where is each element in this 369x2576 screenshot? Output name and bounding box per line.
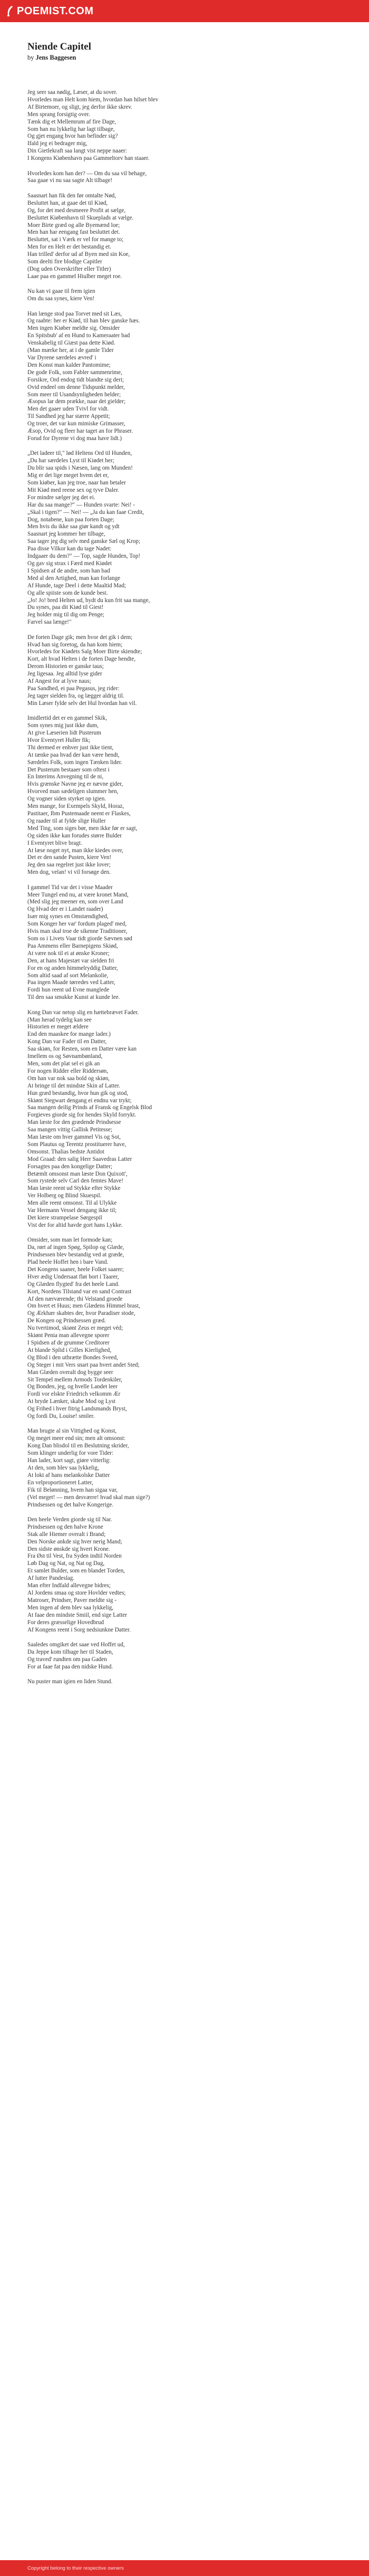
poem-line: Men hvis du ikke saa giør kandt og ydt [27,523,120,530]
poem-line: Sit Tempel mellem Armods Tordenkiler, [27,1376,122,1383]
poem-line: Da Jeppe kom tilbage her til Staden, [27,1648,113,1655]
poem-line: (Dog uden Overskrifter eller Titler) [27,265,111,272]
poem-line: Af den nærværende; thi Velstand groede [27,1295,123,1302]
poem-line: At give Læserien lidt Pusterum [27,730,101,736]
poem-line: Den sidste ønskde sig hvert Krone. [27,1545,110,1552]
poem-line: Som rystede selv Carl den femtes Mave! [27,1178,124,1185]
poem-line: Mig er det lige meget hvem det er, [27,472,109,479]
poem-line: Du blir saa spids i Næsen, lang om Munden! [27,465,133,472]
stanza [27,1516,344,1634]
poem-line: For at faae fat paa den nidske Hund. [27,1663,113,1670]
poem-line: At bringe til det mindste Skin af Latter. [27,1082,120,1089]
poem-line: Kong Dan var netop slig en hættebrævet Fader. [27,1009,139,1016]
poem-line: „Skal i tigen?" — Nei! — „Ja du kan faae Credit, [27,509,144,516]
poem-line: Den heele Verden giorde sig til Nar. [27,1516,112,1523]
poem-line: Æsop, Ovid og fleer har taget an for Phraser. [27,428,133,435]
poem-line: Hvorved man sædeligen slummer hen, [27,788,119,795]
poem-line: Da, rørt af ingen Spøg, Spilop og Glæde, [27,1244,124,1251]
stanza [27,1428,344,1509]
poem-line: Fik til Belønning, hvem han sigaa var, [27,1486,118,1493]
poem-line: Af Kongens reent i Sorg nedsiunkne Datter. [27,1626,131,1633]
poem-line: I Spidsen af de andre, som han bad [27,567,110,574]
poem-line: Og Hvad der er i Landet raader) [27,906,103,913]
poem-line: At tænke paa hvad der kan være hendt, [27,751,120,758]
poem-line: Et samlet Bulder, som en blandet Torden, [27,1568,125,1575]
poem-line: Men alle reent omsonst. Til al Ulykke [27,1200,117,1207]
poem-line: Men dog, velan! vi vil forsøge den. [27,869,111,876]
poem-line: Jeg holder mig til dig om Penge; [27,612,105,618]
poem-line: Thi dermed er enhver just ikke tient, [27,744,114,751]
poem-line: „Det ladeer til," lød Heltens Ord til Hunden, [27,450,132,457]
stanza [27,1642,344,1671]
poem-line: En Spitsbub' af en Hund to Kameraater bad [27,332,130,339]
poem-line: Det Kongens saaner, heele Folket saarer; [27,1266,124,1273]
poem-line: Nu kan vi gaae til frem igien [27,288,95,295]
poem-line: Laae paa en gammel Hiulber meget roe. [27,273,122,280]
poem-line: Din Gietlekraft saa langt vist neppe naaer: [27,148,127,155]
poem-line: Saa mangen deilig Prinds af Fransk og Engelsk Blod [27,1104,152,1111]
stanza [27,634,344,708]
poem-line: Ovid endeel om denne Tidspunkt melder, [27,384,125,390]
poem-line: Omsider, som man let formode kan; [27,1237,113,1244]
poem-line: Og Blod i den uthrætte Bondes Sveed, [27,1354,118,1361]
poem-line: Det kiere strampelase Sørgespil [27,1215,102,1221]
poem-line: End den maaskee for mange lader.) [27,1031,111,1038]
poem-line: Nu tvertimod, skiønt Zeus er meget véd; [27,1325,123,1332]
poem-line: Og traved' rundten om paa Gaden [27,1656,107,1663]
poem-line: Pastitaer, Ibm Pustemaade neent er Flaskes, [27,810,131,817]
poem-line: Og troer, det var kun mimiske Grimasser, [27,421,125,427]
poem-line: Og Frihed i hver fitrig Landsmands Bryst, [27,1406,127,1413]
top-bar [0,0,369,22]
poem-line: Paa Ammens eller Barnepigens Skiød, [27,942,118,949]
poem-line: Og fordi Du, Louise! smiler. [27,1413,95,1420]
poem-line: Plad heele Hoffet hen i bare Vand. [27,1259,109,1266]
poem-line: I Eventyret blive bragt. [27,839,82,846]
poem-line: Som altid saad af sort Melankolie, [27,972,109,979]
poem-line: Imidlertid det er en gammel Skik, [27,715,107,722]
poem-line: Den Norske ankde sig hver nerig Mand; [27,1538,122,1545]
poem-line: Prindsessen blev bestandig ved at græde, [27,1252,124,1258]
poem-line: Man læste reent ud Stykke efter Stykke [27,1185,121,1192]
poem-line: Han trilled' derfor ud af Byen med sin Koe, [27,251,130,258]
poem-line: Og raabte: her er Kiød, til han blev ganske hæs. [27,318,140,325]
logo-text: POEMIST.COM [17,5,94,17]
poem-line: Fra Øst til Vest, fra Syden indtil Norden [27,1553,122,1560]
site-logo[interactable] [6,5,94,17]
poem-line: Var Hermann Vessel dengang ikke til; [27,1207,117,1214]
poem-line: Dog, notabene, kun paa forten Dage; [27,516,114,523]
poem-line: Du synes, paa dit Kiød til Giest! [27,604,104,611]
poem-line: Men for en Helt er det bestandig et. [27,244,112,251]
poem-line: De forten Dage gik; men hvor det gik i dem; [27,634,133,641]
poem-line: Men det gaaer uden Tvivl for vidt. [27,406,109,413]
poem-line: Forsikre, Ord endog tidt blandte sig deri; [27,376,124,383]
poem-line: Til Sandhed jeg har stærre Appetit; [27,413,110,420]
poem-line: Hvad han sig foretog, da han kom hiem; [27,641,123,648]
poem-line: Indgaaer du dem?" — Top, sagde Hunden, Top! [27,553,141,560]
poem-line: Og siden ikke kan forudes større Bulder [27,832,122,839]
poem-line: Som kiøber, kan jeg troe, naar han betaler [27,480,126,486]
poem-line: Men ingen af dem blev saa lykkelig, [27,1604,114,1611]
poem-line: Som han nu lykkelig har lagt tilbage, [27,126,115,132]
poem-line: Den, at hans Majestæt var sielden fri [27,957,114,964]
poem-line: Han længe stod paa Torvet med sit Læs, [27,310,122,317]
poem-line: Kort, Nordens Tilstand var en sand Contrast [27,1288,132,1295]
poem-line: Æsopus lar dem prække, naar det gielder; [27,398,126,405]
poem-line: Med Ting, som siges bør, men ikke før er sagt, [27,825,138,832]
poem-line: Skiønt Siegwart dengang ei endnu var trykt; [27,1097,132,1104]
poem-title: Niende Capitel [27,41,91,52]
poem-line: Derom Historien er ganske taus; [27,663,104,670]
poem-line: Som Plautus og Terentz prostituerer have, [27,1141,127,1148]
poem-line: Man læste om hver gammel Vis og Sot, [27,1134,121,1141]
poem-line: At lokt af hans melankolske Datter [27,1472,110,1478]
poem-line: Hvis man skal troe de sikenne Traditioner, [27,928,128,935]
stanza [27,450,344,626]
poem-line: Hun græd bestandig, hvor hun gik og stod, [27,1090,129,1096]
poem-line: Paa disse Vilkor kan du tage Nadet: [27,546,112,552]
poem-line: Jeg tager sielden fra, og lægger aldrig til. [27,692,124,699]
poem-line: Som deelti fire blodige Capitler [27,259,102,265]
stanza [27,89,344,163]
poem-line: Som os i Livets Vaar tidt giorde Sævnen sød [27,935,132,942]
poem-line: Som klinger underlig for vore Tider: [27,1450,114,1457]
poem-line: De Kongen og Prindsessen græd. [27,1318,106,1324]
poem-line: At den, som blev saa lykkelig, [27,1465,99,1471]
poem-line: Og gjet engang hvor han befinder sig? [27,133,118,140]
poem-line: Fordi hun reent ud Evne manglede [27,987,110,994]
stanza [27,1678,344,1686]
poem-line: Mit Kiød med reene sex og tyve Daler. [27,486,119,493]
poem-line: Meer Tungel end nu, at være kronet Mand, [27,891,129,898]
poem-line: Prindsessen og det halve Kongerige. [27,1501,114,1508]
poem-line: (Man herad tydelig kan see [27,1016,92,1023]
poem-line: Besluttet han, at gaae det til Kiød, [27,199,108,206]
footer-bar [0,2560,369,2576]
poem-line: Har du saa mange?" — Hunden svarte: Nei! - [27,501,135,508]
poem-line: Paa ingen Maade tørredes ved Latter, [27,979,115,986]
poem-line: Saa mangen vittig Gallisk Petitesse; [27,1127,112,1133]
poem-line: Og vogner siden styrket op igien. [27,796,106,803]
poem-line: Man efter Indfald allevegne bidres; [27,1582,111,1589]
poem-line: Men, som det plat sel ei gik an [27,1060,100,1067]
poem-line: Hvorledes kom han der? — Om du saa vil behage, [27,170,147,177]
poem-line: Imellem os og Søvnambønland, [27,1053,103,1060]
poem-line: For mindre sælger jeg det ei. [27,494,95,501]
poem-line: Saa gaae vi nu saa sagte Alt tilbage! [27,177,113,184]
poem-line: For deres græsselige Hovedbrud [27,1619,104,1626]
poem-line: Jeg den saa regelret just ikke lover; [27,862,111,869]
poem-line: Forud for Dyrene vi dog maa have lidt.) [27,435,122,442]
poem-line: Man læste for den grædende Prindsesse [27,1119,121,1126]
poem-line: Om hvert et Huus; men Glædens Himmel brast, [27,1303,140,1310]
poem-line: Var Dyrene særdeles ævred' i [27,355,96,361]
poem-line: Og gav sig strax i Færd med Kiødet [27,560,112,567]
poem-line: Mod Graad: den salig Herr Saavedras Latter [27,1156,132,1162]
author-name[interactable]: Jens Baggesen [35,54,76,61]
poem-line: Kong Dan var Fader til en Datter, [27,1038,107,1045]
poem-line: Fordi vor elskte Friedrich velkomm Ær [27,1391,121,1398]
poem-line: Hvis grænske Navne jeg er nævne gider, [27,781,123,788]
poem-line: Og meget meer end sin; men alt omsonst: [27,1435,126,1442]
poem-line: Matroser, Prindser, Paver meldte sig - [27,1597,117,1604]
poem-line: Moer Birte græd og alle Byemænd loe; [27,222,120,228]
poem-line: Saasnart han fik den før omtalte Nød, [27,192,116,199]
poem-line: Især mig synes en Omstændighed, [27,913,109,920]
poem-line: En Interims Anvegning til de ni, [27,774,104,780]
stanza [27,1009,344,1229]
poem-line: Historien er meget ældere [27,1024,89,1031]
poem-line: Forgieves giorde sig for hendes Skyld forrykt. [27,1112,137,1119]
poem-line: Jeg seer saa nødig, Læser, at du sover. [27,89,118,96]
poem-line: Og Bonden, jeg, og hvelle Landet leer [27,1384,118,1390]
poem-line: Af lutter Pandeslag. [27,1575,75,1582]
poem-line: Saa skiøn, for Resten, som en Datter være kan [27,1046,137,1053]
poem-line: „Du har særdeles Lyst til Kiødet her; [27,457,114,464]
poem-line: Skiønt Penia man allevegne sporer [27,1332,110,1339]
poem-line: Og Steger i mit Vers snart paa hvert andet Sted; [27,1361,140,1368]
poem-line: Af Birtemoer, og sligt, jeg derfor ikke skrev. [27,103,132,110]
author-prefix: by [27,54,34,61]
poem-line: I gammel Tid var det i visse Maader [27,884,113,891]
poem-line: Besluttet Kiøbenhavn til Skueplads at vælge. [27,214,134,221]
poem-line: Paa Sandhed, ei paa Pegasus, jeg rider: [27,685,120,692]
stanza [27,1237,344,1420]
poem-line: Jeg ligesaa. Jeg alltid lyse gider [27,671,102,678]
poem-line: Men sprang forsigtig over. [27,111,90,118]
poem-line: For nogen Ridder eller Riddersøn, [27,1067,109,1074]
poem-line: Af Angest for at lyve naus; [27,678,91,685]
stanza [27,193,344,281]
poem-line: Hvorledes man Helt kom hiem, hvordan han hilset blev [27,96,159,103]
poem-line: Det Pusterum bestaaer som oftest i [27,766,110,773]
poem-line: Vist der for altid havde gort hans Lykke. [27,1222,123,1228]
poem-line: Kort, alt hvad Helten i de forten Dage hendte, [27,656,136,663]
poem-line: Om du saa synes, kiere Ven! [27,295,95,302]
poem-line: „Jo! Jo! bred Helten ud, bydt du kun frit saa mange, [27,597,150,604]
poem-body [27,89,344,1686]
poem-line: Og raader til at fylde slige Huller [27,817,106,824]
poem-line: Hver ædig Undersaat fløi bort i Taarer, [27,1273,119,1280]
poem-line: At faae den mindste Smiil, end sige Latter [27,1611,127,1618]
poem-line: Forsagtes paa den kongelige Datter; [27,1163,112,1170]
poem-line: Af Hunde, tage Deel i dette Maaltid Mad; [27,582,127,589]
poem-line: Saaledes omgiket det saae ved Hoffet ud, [27,1641,125,1648]
poem-line: Prindsessen og den halve Krone [27,1523,103,1530]
poem-line: Og, for det med desmeere Profit at sælge, [27,207,126,214]
poem-line: Den Konst man kalder Pantomime; [27,361,111,368]
poem-line: (Vel meget! — men desværre! hvad skal man sige?) [27,1494,150,1501]
stanza [27,170,344,185]
poem-line: Til den saa smukke Kunst at kunde lee. [27,994,120,1001]
poem-line: (Man mærke her, at i de gamle Tider [27,347,114,354]
poem-line: Farvel saa længe!" [27,619,72,626]
poem-author [27,54,344,62]
poem-line: En velproportioneret Latter, [27,1479,93,1486]
poem-line: Hvor Eventyret Huller fik; [27,737,90,743]
poem-line: At bryde Lænker, skabe Mod og Lyst [27,1398,116,1405]
poem-line: Min Læser fylde selv det Hul hvordan han vil. [27,700,137,707]
poem-line: Kong Dan blisdol til en Beslutning skrider, [27,1443,129,1449]
poem-line: Hvorledes for Kiødets Salg Moer Birte skiendte; [27,648,142,655]
poem-line: Al Jordens smaa og store Hovlder vedtes; [27,1590,126,1596]
quill-icon [6,5,14,17]
poem-line: Men han har eengang fast besluttet det. [27,229,120,236]
poem-line: Han lader, kort sagt, giøre vitterlig: [27,1457,111,1464]
poem-line: At blande Splid i Gilles Kierlighed, [27,1347,112,1353]
poem-line: Men ingen Kiøber meldte sig. Omsider [27,325,120,332]
stanza [27,311,344,443]
poem-line: Tænk dig et Mellemrum af fire Dage, [27,118,116,125]
poem-line: Betæmlt omsonst man læste Don Quixott', [27,1170,128,1177]
poem-line: Omsonst. Thalias bedste Antidot [27,1148,104,1155]
poem-line: Som meer til Usandsynligheden helder; [27,391,121,398]
poem-line: Særdeles Folk, som ingen Tænken lider. [27,759,122,766]
poem-line: For en og anden himmelryddig Datter, [27,965,118,971]
poem-line: Som synes mig just ikke dum, [27,722,99,729]
poem-line: Saasnart jeg kommer her tilbage, [27,531,105,538]
poem-line: Som Konger her var' fordum plaged' med, [27,921,127,928]
poem-line: Løb Dag og Nat, og Nat og Dag, [27,1560,105,1567]
poem-line: Om han var nok saa bold og skiøn, [27,1075,110,1082]
poem-line: Venskabelig til Giæst paa dette Kiød. [27,340,115,347]
poem-line: I Spidsen af de grumme Creditorer [27,1340,110,1346]
footer-copyright: Copyright belong to their respective owners [27,2565,124,2571]
poem-line: Det er den sande Pusten, kiere Ven! [27,854,112,861]
poem-line: Besluttet, sat i Værk er vel for mange to; [27,236,124,243]
poem-line: Og Ærkhær skabtes der, hvor Paradiser stode, [27,1310,135,1317]
poem-line: Og Glæden flygted' fra det heele Land. [27,1281,120,1287]
stanza [27,288,344,303]
poem-line: Saa tager jeg dig selv med ganske Sæl og Krop; [27,538,141,545]
stanza [27,715,344,876]
poem-line: At læse noget nyt, man ikke kiedes over, [27,847,123,854]
poem-line: Og alle spiiste som de kunde best. [27,589,108,596]
poem-line: I Kongens Kiøbenhavn paa Gammeltorv han staaer. [27,155,150,162]
poem-line: Ver Holberg og Blind Skuespil. [27,1192,102,1199]
poem-line: Stak alle Hiemer overalt i Brand; [27,1531,106,1538]
poem-content [27,41,344,1693]
poem-line: At være nok til ei at ønske Kroner; [27,950,110,957]
poem-line: Med al den Artighed, man kan forlange [27,575,121,581]
poem-line: (Med slig jeg meener en, som over Land [27,899,123,905]
poem-line: Ifald jeg ei bedrager mig, [27,140,88,147]
poem-line: Nu puster man igien en liden Stund. [27,1678,113,1685]
poem-line: Man Glæden overalt dog bygge seer [27,1369,113,1376]
poem-line: De gode Folk, som Fabler sammenrime, [27,369,122,376]
stanza [27,884,344,1002]
poem-line: Man brugte al sin Vittighed og Konst, [27,1428,117,1435]
poem-line: Men mange, for Exempels Skyld, Horaz, [27,803,124,810]
